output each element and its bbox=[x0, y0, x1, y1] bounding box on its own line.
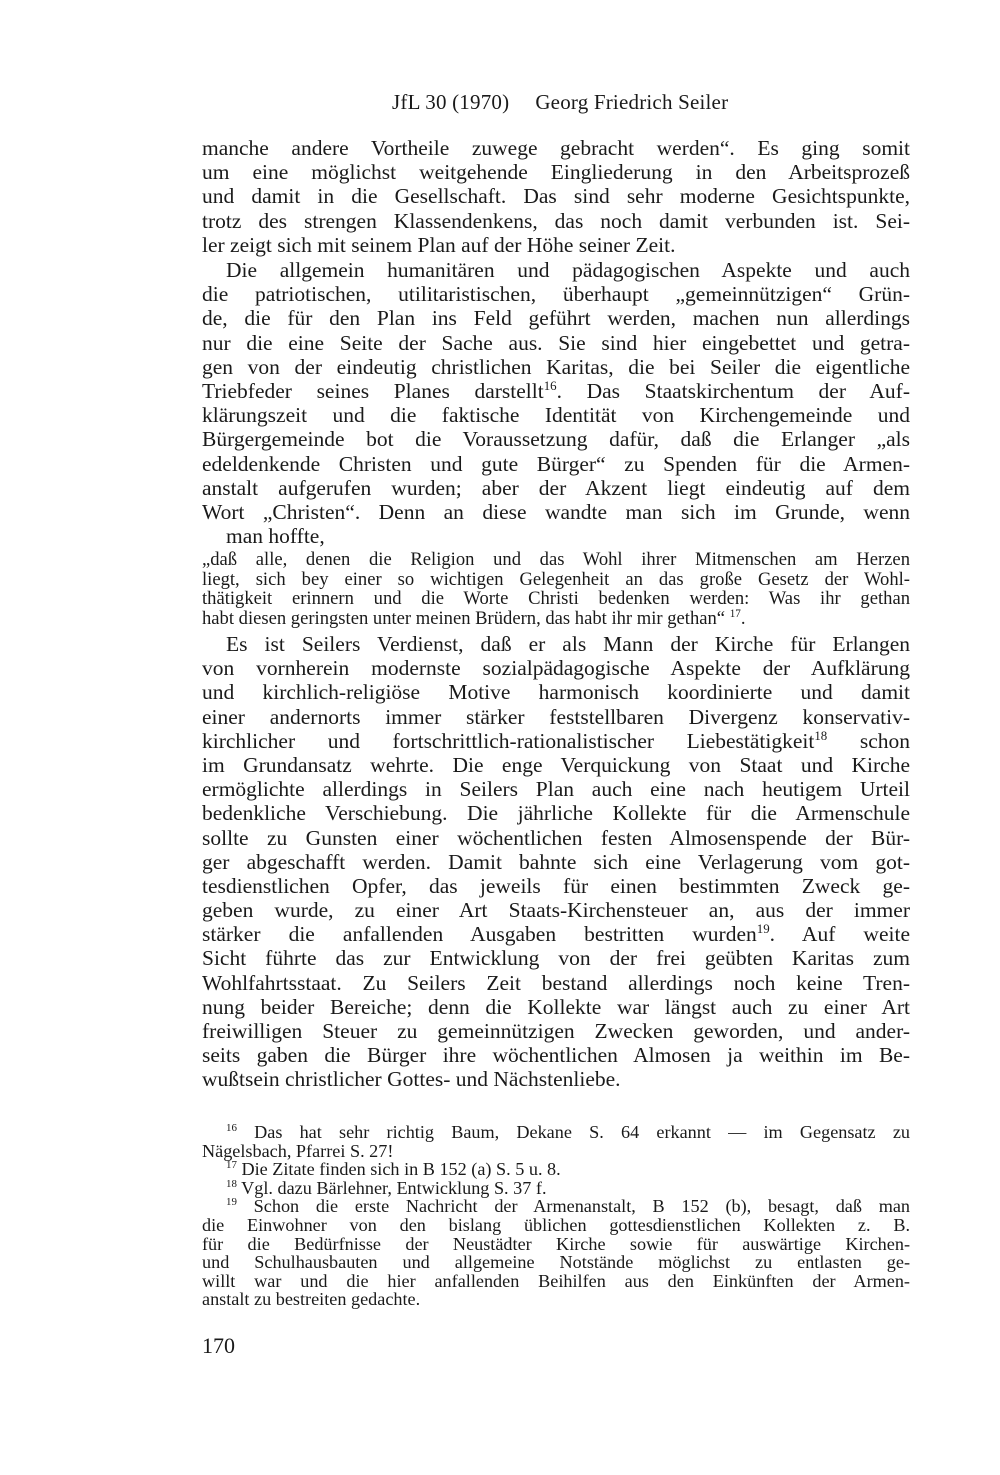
footnote-text: Das hat sehr richtig Baum, Dekane S. 64 erkannt — im Gegensatz zu bbox=[254, 1122, 910, 1142]
quote-line: thätigkeit erinnern und die Worte Christi bedenken werden: Was ihr gethan bbox=[202, 588, 910, 610]
text-line: geben wurde, zu einer Art Staats-Kirchensteuer an, aus der immer bbox=[202, 898, 910, 923]
footnote-text: Schon die erste Nachricht der Armenanstalt, B 152 (b), besagt, daß man bbox=[253, 1196, 911, 1217]
text-segment: stärker die anfallenden Ausgaben bestritten wurden bbox=[202, 922, 757, 947]
text-line: Bürgergemeinde bot die Voraussetzung dafür, daß die Erlanger „als bbox=[202, 427, 910, 452]
footnote-18 bbox=[202, 1179, 910, 1198]
footnote-line: willt war und die hier anfallenden Beihilfen aus den Einkünften der Armen- bbox=[202, 1270, 910, 1291]
running-header bbox=[392, 90, 728, 115]
text-line: sollte zu Gunsten einer wöchentlichen festen Almosenspende der Bür- bbox=[202, 825, 910, 850]
text-line: anstalt aufgerufen wurden; aber der Akzent liegt eindeutig auf dem bbox=[202, 475, 910, 500]
text-line bbox=[202, 922, 910, 946]
text-line: bedenkliche Verschiebung. Die jährliche Kollekte für die Armenschule bbox=[202, 801, 910, 826]
text-segment: . Auf weite bbox=[769, 922, 910, 947]
text-line: die patriotischen, utilitaristischen, überhaupt „gemeinnützigen“ Grün- bbox=[202, 282, 910, 307]
text-line: man hoffte, bbox=[226, 524, 325, 549]
text-line: um eine möglichst weitgehende Eingliederung in den Arbeitsprozeß bbox=[202, 160, 910, 185]
text-line: ermöglichte allerdings in Seilers Plan auch eine nach heutigem Urteil bbox=[202, 777, 910, 802]
text-line: trotz des strengen Klassendenkens, das noch damit verbunden ist. Sei- bbox=[202, 208, 910, 233]
paragraph-3 bbox=[202, 632, 910, 1092]
footnote-line: die Einwohner von den bislang üblichen gottesdienstlichen Kollekten z. B. bbox=[202, 1214, 910, 1235]
text-line: edeldenkende Christen und gute Bürger“ zu Spenden für die Armen- bbox=[202, 451, 910, 476]
text-line: von vornherein modernste sozialpädagogische Aspekte der Aufklärung bbox=[202, 656, 910, 681]
footnote-line: Nägelsbach, Pfarrei S. 27! bbox=[202, 1140, 394, 1161]
page-number: 170 bbox=[202, 1333, 235, 1358]
text-line: Wohlfahrtsstaat. Zu Seilers Zeit bestand allerdings noch keine Tren- bbox=[202, 970, 910, 995]
footnote-reference: 17 bbox=[729, 607, 741, 620]
text-line: wußtsein christlicher Gottes- und Nächstenliebe. bbox=[202, 1067, 621, 1092]
text-segment: Triebfeder seines Planes darstellt bbox=[202, 378, 544, 403]
block-quote bbox=[202, 550, 910, 628]
text-segment: schon bbox=[827, 728, 910, 753]
footnote-number: 16 bbox=[226, 1121, 237, 1134]
footnote-16 bbox=[202, 1123, 910, 1142]
footnote-line: anstalt zu bestreiten gedachte. bbox=[202, 1289, 421, 1310]
text-line bbox=[202, 379, 910, 403]
text-line: und kirchlich-religiöse Motive harmonisch koordinierte und damit bbox=[202, 680, 910, 705]
text-line: und damit in die Gesellschaft. Das sind sehr moderne Gesichtspunkte, bbox=[202, 184, 910, 209]
text-line: nung beider Bereiche; denn die Kollekte war längst auch zu einer Art bbox=[202, 994, 910, 1019]
text-line: klärungszeit und die faktische Identität von Kirchengemeinde und bbox=[202, 403, 910, 428]
quote-line: habt diesen geringsten unter meinen Brüdern, das habt ihr mir gethan“ $^{17}$. bbox=[202, 607, 746, 629]
text-line: Wort „Christen“. Denn an diese wandte man sich im Grunde, wenn bbox=[202, 499, 910, 524]
footnote-text: Die Zitate finden sich in B 152 (a) S. 5 u. 8. bbox=[241, 1159, 561, 1180]
text-line: de, die für den Plan ins Feld geführt werden, machen nun allerdings bbox=[202, 306, 910, 331]
text-line: einer andernorts immer stärker feststellbaren Divergenz konservativ- bbox=[202, 704, 910, 729]
text-segment: kirchlicher und fortschrittlich-rationalistischer Liebestätigkeit bbox=[202, 728, 815, 753]
text-line bbox=[202, 729, 910, 753]
quote-line: liegt, sich bey einer so wichtigen Gelegenheit an das große Gesetz der Wohl- bbox=[202, 568, 910, 590]
footnote-line: für die Bedürfnisse der Neustädter Kirche sowie für auswärtige Kirchen- bbox=[202, 1233, 910, 1254]
paragraph-1 bbox=[202, 136, 910, 257]
text-line: Sicht führte das zur Entwicklung von der frei geübten Karitas zum bbox=[202, 946, 910, 971]
text-line: seits gaben die Bürger ihre wöchentlichen Almosen ja weithin im Be- bbox=[202, 1043, 910, 1068]
paragraph-2 bbox=[202, 258, 910, 548]
footnote-line: und Schulhausbauten und allgemeine Notstände möglichst zu entlasten ge- bbox=[202, 1252, 910, 1273]
footnote-number: 17 bbox=[226, 1159, 237, 1172]
text-line: Die allgemein humanitären und pädagogischen Aspekte und auch bbox=[226, 258, 910, 282]
journal-reference: JfL 30 (1970) bbox=[392, 90, 510, 114]
footnote-reference: 19 bbox=[756, 922, 770, 937]
text-line: gen von der eindeutig christlichen Karitas, die bei Seiler die eigentliche bbox=[202, 354, 910, 379]
text-line: tesdienstlichen Opfer, das jeweils für einen bestimmten Zweck ge- bbox=[202, 873, 910, 898]
text-line: nur die eine Seite der Sache aus. Sie sind hier eingebettet und getra- bbox=[202, 330, 910, 355]
footnote-number: 18 bbox=[226, 1177, 237, 1190]
footnote-17 bbox=[202, 1160, 910, 1179]
footnote-reference: 18 bbox=[814, 728, 828, 743]
footnote-reference: 16 bbox=[543, 378, 557, 393]
footnote-text: Vgl. dazu Bärlehner, Entwicklung S. 37 f. bbox=[241, 1177, 547, 1198]
text-line: im Grundansatz wehrte. Die enge Verquickung von Staat und Kirche bbox=[202, 752, 910, 777]
footnote-19 bbox=[202, 1197, 910, 1216]
text-line: ler zeigt sich mit seinem Plan auf der Höhe seiner Zeit. bbox=[202, 232, 676, 257]
text-line: manche andere Vortheile zuwege gebracht werden“. Es ging somit bbox=[202, 136, 910, 160]
text-line: ger abgeschafft werden. Damit bahnte sich eine Verlagerung vom got- bbox=[202, 849, 910, 874]
text-line: Es ist Seilers Verdienst, daß er als Mann der Kirche für Erlangen bbox=[226, 632, 910, 656]
quote-line: „daß alle, denen die Religion und das Wohl ihrer Mitmenschen am Herzen bbox=[202, 549, 910, 570]
footnotes bbox=[202, 1123, 910, 1309]
text-segment: habt diesen geringsten unter meinen Brüdern, das habt ihr mir gethan“ bbox=[202, 607, 726, 629]
text-segment: . Das Staatskirchentum der Auf- bbox=[556, 378, 910, 403]
text-line: freiwilligen Steuer zu gemeinnützigen Zwecken geworden, und ander- bbox=[202, 1019, 910, 1043]
footnote-number: 19 bbox=[226, 1196, 237, 1209]
article-title: Georg Friedrich Seiler bbox=[535, 90, 729, 114]
